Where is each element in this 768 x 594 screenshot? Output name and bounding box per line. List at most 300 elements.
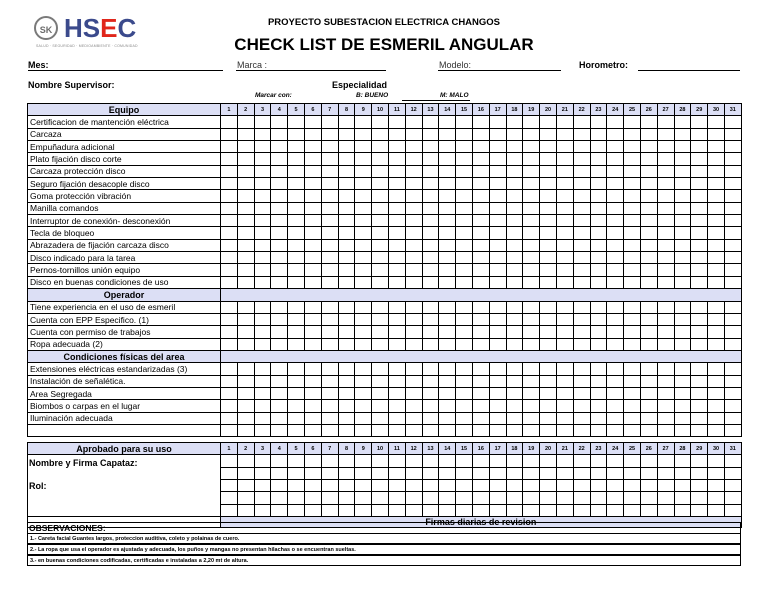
day-check-cell[interactable] [422,141,439,153]
day-check-cell[interactable] [456,301,473,313]
day-check-cell[interactable] [523,215,540,227]
day-check-cell[interactable] [456,116,473,128]
blank-cell[interactable] [271,424,288,436]
daily-signature-cell[interactable] [607,455,624,467]
day-check-cell[interactable] [472,313,489,325]
daily-signature-cell[interactable] [472,480,489,492]
blank-cell[interactable] [439,424,456,436]
daily-signature-cell[interactable] [338,504,355,516]
day-check-cell[interactable] [506,239,523,251]
day-check-cell[interactable] [271,153,288,165]
horometro-field-line[interactable] [638,70,740,71]
day-check-cell[interactable] [674,252,691,264]
day-check-cell[interactable] [288,178,305,190]
day-check-cell[interactable] [388,178,405,190]
day-check-cell[interactable] [540,375,557,387]
daily-signature-cell[interactable] [724,504,741,516]
day-check-cell[interactable] [607,276,624,288]
day-check-cell[interactable] [439,128,456,140]
day-check-cell[interactable] [439,190,456,202]
day-check-cell[interactable] [422,116,439,128]
day-check-cell[interactable] [456,128,473,140]
day-check-cell[interactable] [708,153,725,165]
daily-signature-cell[interactable] [372,455,389,467]
day-check-cell[interactable] [506,375,523,387]
daily-signature-cell[interactable] [439,455,456,467]
daily-signature-cell[interactable] [405,504,422,516]
day-check-cell[interactable] [691,387,708,399]
daily-signature-cell[interactable] [624,480,641,492]
daily-signature-cell[interactable] [405,492,422,504]
day-check-cell[interactable] [288,215,305,227]
day-check-cell[interactable] [372,165,389,177]
day-check-cell[interactable] [388,301,405,313]
day-check-cell[interactable] [691,264,708,276]
day-check-cell[interactable] [372,128,389,140]
day-check-cell[interactable] [624,190,641,202]
day-check-cell[interactable] [271,412,288,424]
day-check-cell[interactable] [540,338,557,350]
day-check-cell[interactable] [506,313,523,325]
day-check-cell[interactable] [640,153,657,165]
day-check-cell[interactable] [674,128,691,140]
daily-signature-cell[interactable] [691,455,708,467]
day-check-cell[interactable] [540,215,557,227]
day-check-cell[interactable] [624,165,641,177]
day-check-cell[interactable] [674,387,691,399]
day-check-cell[interactable] [355,141,372,153]
day-check-cell[interactable] [456,400,473,412]
day-check-cell[interactable] [422,375,439,387]
blank-cell[interactable] [573,424,590,436]
day-check-cell[interactable] [556,412,573,424]
day-check-cell[interactable] [691,128,708,140]
day-check-cell[interactable] [355,338,372,350]
day-check-cell[interactable] [489,153,506,165]
day-check-cell[interactable] [573,239,590,251]
day-check-cell[interactable] [506,128,523,140]
day-check-cell[interactable] [388,375,405,387]
marca-field-line[interactable] [236,70,386,71]
day-check-cell[interactable] [540,239,557,251]
daily-signature-cell[interactable] [456,480,473,492]
day-check-cell[interactable] [556,252,573,264]
day-check-cell[interactable] [338,387,355,399]
day-check-cell[interactable] [221,412,238,424]
day-check-cell[interactable] [691,412,708,424]
day-check-cell[interactable] [708,215,725,227]
day-check-cell[interactable] [388,326,405,338]
day-check-cell[interactable] [355,178,372,190]
day-check-cell[interactable] [372,412,389,424]
day-check-cell[interactable] [422,412,439,424]
daily-signature-cell[interactable] [691,492,708,504]
day-check-cell[interactable] [388,252,405,264]
day-check-cell[interactable] [724,178,741,190]
daily-signature-cell[interactable] [708,492,725,504]
day-check-cell[interactable] [304,202,321,214]
mes-field-line[interactable] [28,70,223,71]
daily-signature-cell[interactable] [355,504,372,516]
day-check-cell[interactable] [472,387,489,399]
day-check-cell[interactable] [540,141,557,153]
day-check-cell[interactable] [405,227,422,239]
day-check-cell[interactable] [506,116,523,128]
day-check-cell[interactable] [405,190,422,202]
day-check-cell[interactable] [691,326,708,338]
day-check-cell[interactable] [422,215,439,227]
day-check-cell[interactable] [556,276,573,288]
blank-cell[interactable] [708,424,725,436]
day-check-cell[interactable] [674,165,691,177]
daily-signature-cell[interactable] [640,492,657,504]
daily-signature-cell[interactable] [304,480,321,492]
day-check-cell[interactable] [657,363,674,375]
day-check-cell[interactable] [472,190,489,202]
day-check-cell[interactable] [691,215,708,227]
day-check-cell[interactable] [254,387,271,399]
day-check-cell[interactable] [691,165,708,177]
day-check-cell[interactable] [221,338,238,350]
day-check-cell[interactable] [657,141,674,153]
day-check-cell[interactable] [573,375,590,387]
day-check-cell[interactable] [556,375,573,387]
day-check-cell[interactable] [590,116,607,128]
day-check-cell[interactable] [674,153,691,165]
day-check-cell[interactable] [237,178,254,190]
daily-signature-cell[interactable] [590,504,607,516]
day-check-cell[interactable] [573,326,590,338]
day-check-cell[interactable] [506,264,523,276]
day-check-cell[interactable] [304,387,321,399]
day-check-cell[interactable] [304,375,321,387]
day-check-cell[interactable] [439,165,456,177]
day-check-cell[interactable] [237,375,254,387]
day-check-cell[interactable] [439,264,456,276]
day-check-cell[interactable] [556,313,573,325]
day-check-cell[interactable] [338,301,355,313]
day-check-cell[interactable] [523,338,540,350]
blank-cell[interactable] [372,424,389,436]
day-check-cell[interactable] [708,116,725,128]
blank-cell[interactable] [28,424,221,436]
day-check-cell[interactable] [439,178,456,190]
day-check-cell[interactable] [607,128,624,140]
day-check-cell[interactable] [338,252,355,264]
day-check-cell[interactable] [573,128,590,140]
day-check-cell[interactable] [288,387,305,399]
day-check-cell[interactable] [372,375,389,387]
day-check-cell[interactable] [489,387,506,399]
day-check-cell[interactable] [657,326,674,338]
daily-signature-cell[interactable] [573,504,590,516]
daily-signature-cell[interactable] [254,504,271,516]
day-check-cell[interactable] [540,116,557,128]
day-check-cell[interactable] [506,326,523,338]
day-check-cell[interactable] [724,190,741,202]
day-check-cell[interactable] [540,252,557,264]
daily-signature-cell[interactable] [388,480,405,492]
day-check-cell[interactable] [405,128,422,140]
day-check-cell[interactable] [405,363,422,375]
day-check-cell[interactable] [221,141,238,153]
day-check-cell[interactable] [439,412,456,424]
day-check-cell[interactable] [338,313,355,325]
day-check-cell[interactable] [724,153,741,165]
day-check-cell[interactable] [607,400,624,412]
day-check-cell[interactable] [489,202,506,214]
daily-signature-cell[interactable] [506,480,523,492]
day-check-cell[interactable] [607,141,624,153]
day-check-cell[interactable] [254,301,271,313]
day-check-cell[interactable] [523,363,540,375]
day-check-cell[interactable] [724,264,741,276]
day-check-cell[interactable] [254,153,271,165]
day-check-cell[interactable] [304,326,321,338]
day-check-cell[interactable] [338,400,355,412]
day-check-cell[interactable] [590,264,607,276]
day-check-cell[interactable] [271,301,288,313]
day-check-cell[interactable] [724,412,741,424]
day-check-cell[interactable] [237,252,254,264]
day-check-cell[interactable] [724,215,741,227]
daily-signature-cell[interactable] [271,504,288,516]
day-check-cell[interactable] [221,264,238,276]
day-check-cell[interactable] [355,252,372,264]
daily-signature-cell[interactable] [254,492,271,504]
day-check-cell[interactable] [237,227,254,239]
modelo-field-line[interactable] [438,70,561,71]
daily-signature-cell[interactable] [405,467,422,479]
daily-signature-cell[interactable] [607,504,624,516]
day-check-cell[interactable] [388,387,405,399]
day-check-cell[interactable] [506,227,523,239]
day-check-cell[interactable] [523,165,540,177]
day-check-cell[interactable] [674,202,691,214]
day-check-cell[interactable] [338,375,355,387]
day-check-cell[interactable] [573,178,590,190]
daily-signature-cell[interactable] [640,480,657,492]
day-check-cell[interactable] [288,313,305,325]
daily-signature-cell[interactable] [708,480,725,492]
day-check-cell[interactable] [708,264,725,276]
day-check-cell[interactable] [439,363,456,375]
daily-signature-cell[interactable] [388,467,405,479]
day-check-cell[interactable] [691,116,708,128]
day-check-cell[interactable] [271,239,288,251]
daily-signature-cell[interactable] [657,480,674,492]
day-check-cell[interactable] [221,178,238,190]
day-check-cell[interactable] [422,202,439,214]
day-check-cell[interactable] [556,301,573,313]
day-check-cell[interactable] [321,412,338,424]
daily-signature-cell[interactable] [607,467,624,479]
day-check-cell[interactable] [271,276,288,288]
daily-signature-cell[interactable] [271,455,288,467]
daily-signature-cell[interactable] [506,504,523,516]
day-check-cell[interactable] [657,400,674,412]
daily-signature-cell[interactable] [624,467,641,479]
day-check-cell[interactable] [640,276,657,288]
day-check-cell[interactable] [573,227,590,239]
daily-signature-cell[interactable] [472,492,489,504]
day-check-cell[interactable] [540,153,557,165]
day-check-cell[interactable] [439,202,456,214]
day-check-cell[interactable] [674,264,691,276]
day-check-cell[interactable] [388,363,405,375]
day-check-cell[interactable] [708,313,725,325]
day-check-cell[interactable] [237,264,254,276]
day-check-cell[interactable] [472,227,489,239]
day-check-cell[interactable] [372,202,389,214]
day-check-cell[interactable] [288,252,305,264]
daily-signature-cell[interactable] [304,455,321,467]
day-check-cell[interactable] [372,239,389,251]
daily-signature-cell[interactable] [321,504,338,516]
day-check-cell[interactable] [657,313,674,325]
day-check-cell[interactable] [573,141,590,153]
day-check-cell[interactable] [523,227,540,239]
day-check-cell[interactable] [271,338,288,350]
day-check-cell[interactable] [456,202,473,214]
day-check-cell[interactable] [372,400,389,412]
day-check-cell[interactable] [405,301,422,313]
day-check-cell[interactable] [422,264,439,276]
daily-signature-cell[interactable] [590,492,607,504]
daily-signature-cell[interactable] [372,467,389,479]
day-check-cell[interactable] [372,215,389,227]
day-check-cell[interactable] [472,202,489,214]
day-check-cell[interactable] [573,276,590,288]
day-check-cell[interactable] [590,301,607,313]
blank-cell[interactable] [607,424,624,436]
day-check-cell[interactable] [288,190,305,202]
day-check-cell[interactable] [489,239,506,251]
day-check-cell[interactable] [221,375,238,387]
day-check-cell[interactable] [288,363,305,375]
day-check-cell[interactable] [590,363,607,375]
day-check-cell[interactable] [556,215,573,227]
day-check-cell[interactable] [489,313,506,325]
day-check-cell[interactable] [624,313,641,325]
day-check-cell[interactable] [590,128,607,140]
day-check-cell[interactable] [489,215,506,227]
day-check-cell[interactable] [221,128,238,140]
day-check-cell[interactable] [321,190,338,202]
day-check-cell[interactable] [724,400,741,412]
day-check-cell[interactable] [708,400,725,412]
day-check-cell[interactable] [691,178,708,190]
day-check-cell[interactable] [221,202,238,214]
day-check-cell[interactable] [288,375,305,387]
day-check-cell[interactable] [271,190,288,202]
daily-signature-cell[interactable] [489,455,506,467]
day-check-cell[interactable] [237,239,254,251]
day-check-cell[interactable] [724,276,741,288]
day-check-cell[interactable] [472,412,489,424]
day-check-cell[interactable] [338,264,355,276]
day-check-cell[interactable] [489,227,506,239]
day-check-cell[interactable] [624,215,641,227]
blank-cell[interactable] [456,424,473,436]
daily-signature-cell[interactable] [472,467,489,479]
day-check-cell[interactable] [691,153,708,165]
day-check-cell[interactable] [674,141,691,153]
day-check-cell[interactable] [338,141,355,153]
day-check-cell[interactable] [288,400,305,412]
day-check-cell[interactable] [355,239,372,251]
day-check-cell[interactable] [691,363,708,375]
daily-signature-cell[interactable] [523,455,540,467]
daily-signature-cell[interactable] [254,480,271,492]
day-check-cell[interactable] [271,202,288,214]
day-check-cell[interactable] [388,141,405,153]
day-check-cell[interactable] [288,276,305,288]
blank-cell[interactable] [388,424,405,436]
day-check-cell[interactable] [708,301,725,313]
daily-signature-cell[interactable] [724,467,741,479]
day-check-cell[interactable] [338,215,355,227]
daily-signature-cell[interactable] [506,492,523,504]
day-check-cell[interactable] [472,375,489,387]
day-check-cell[interactable] [590,375,607,387]
day-check-cell[interactable] [506,412,523,424]
day-check-cell[interactable] [304,128,321,140]
daily-signature-cell[interactable] [288,455,305,467]
day-check-cell[interactable] [708,412,725,424]
day-check-cell[interactable] [506,141,523,153]
day-check-cell[interactable] [691,400,708,412]
blank-cell[interactable] [590,424,607,436]
day-check-cell[interactable] [624,239,641,251]
day-check-cell[interactable] [708,190,725,202]
day-check-cell[interactable] [221,301,238,313]
day-check-cell[interactable] [221,153,238,165]
daily-signature-cell[interactable] [288,467,305,479]
day-check-cell[interactable] [254,165,271,177]
day-check-cell[interactable] [472,153,489,165]
day-check-cell[interactable] [556,400,573,412]
daily-signature-cell[interactable] [657,504,674,516]
day-check-cell[interactable] [271,215,288,227]
daily-signature-cell[interactable] [422,455,439,467]
day-check-cell[interactable] [674,178,691,190]
day-check-cell[interactable] [489,276,506,288]
day-check-cell[interactable] [422,313,439,325]
day-check-cell[interactable] [489,363,506,375]
day-check-cell[interactable] [405,202,422,214]
day-check-cell[interactable] [388,239,405,251]
day-check-cell[interactable] [422,153,439,165]
day-check-cell[interactable] [708,141,725,153]
day-check-cell[interactable] [640,338,657,350]
blank-cell[interactable] [640,424,657,436]
daily-signature-cell[interactable] [304,467,321,479]
day-check-cell[interactable] [355,116,372,128]
daily-signature-cell[interactable] [372,480,389,492]
daily-signature-cell[interactable] [506,455,523,467]
day-check-cell[interactable] [624,387,641,399]
day-check-cell[interactable] [422,338,439,350]
day-check-cell[interactable] [674,227,691,239]
daily-signature-cell[interactable] [237,467,254,479]
daily-signature-cell[interactable] [472,455,489,467]
day-check-cell[interactable] [405,400,422,412]
day-check-cell[interactable] [724,116,741,128]
day-check-cell[interactable] [556,338,573,350]
day-check-cell[interactable] [237,313,254,325]
day-check-cell[interactable] [624,375,641,387]
